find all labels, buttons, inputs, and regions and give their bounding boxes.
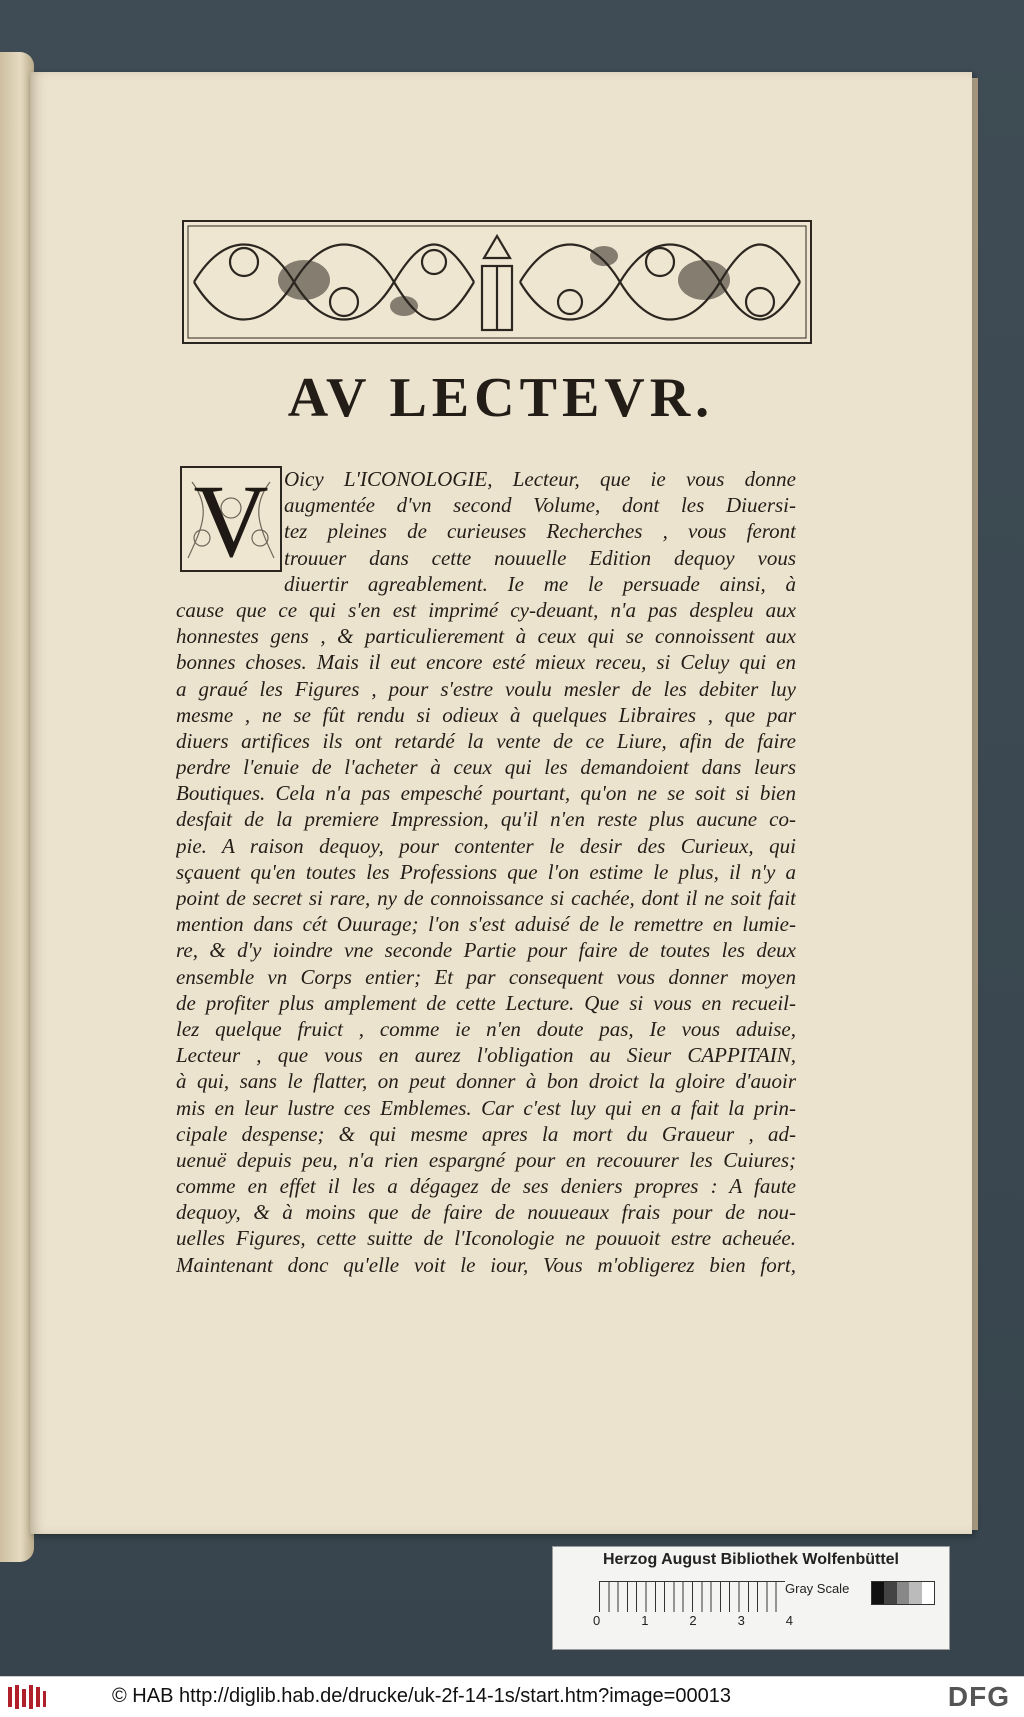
text-line: mention dans cét Ouurage; l'on s'est aduisé de le remettre en lumie- bbox=[176, 912, 796, 937]
gray-scale-swatches bbox=[871, 1581, 935, 1605]
text-line: tez pleines de curieuses Recherches , vous feront bbox=[284, 519, 796, 544]
hab-logo-icon bbox=[6, 1683, 48, 1711]
right-page-edge bbox=[972, 78, 978, 1530]
text-line: sçauent qu'en toutes les Professions que l'on estime le plus, il n'y a bbox=[176, 859, 796, 884]
text-line: lez quelque fruict , comme ie n'en doute pas, Ie vous aduise, bbox=[176, 1016, 796, 1041]
scale-ruler bbox=[599, 1581, 785, 1612]
library-name: Herzog August Bibliothek Wolfenbüttel bbox=[603, 1551, 899, 1568]
text-line: a graué les Figures , pour s'estre voulu mesler de les debiter luy bbox=[176, 676, 796, 701]
copyright-url[interactable]: © HAB http://diglib.hab.de/drucke/uk-2f-14-1s/start.htm?image=00013 bbox=[112, 1685, 731, 1707]
gray-swatch bbox=[922, 1582, 934, 1604]
text-line: ensemble vn Corps entier; Et par consequent vous donner moyen bbox=[176, 964, 796, 989]
ruler-number: 2 bbox=[689, 1613, 697, 1628]
text-line: cipale despense; & qui mesme apres la mort du Graueur , ad- bbox=[176, 1121, 796, 1146]
text-line: pie. A raison dequoy, pour contenter le desir des Curieux, qui bbox=[176, 833, 796, 858]
gray-swatch bbox=[909, 1582, 921, 1604]
text-line: uelles Figures, cette suitte de l'Iconologie ne pouuoit estre acheuée. bbox=[176, 1226, 796, 1251]
ruler-number: 3 bbox=[737, 1613, 745, 1628]
text-line: trouuer dans cette nouuelle Edition dequoy vous bbox=[284, 545, 796, 570]
text-line: de profiter plus amplement de cette Lecture. Que si vous en recueil- bbox=[176, 990, 796, 1015]
text-line: Lecteur , que vous en aurez l'obligation au Sieur CAPPITAIN, bbox=[176, 1043, 796, 1068]
gray-swatch bbox=[872, 1582, 884, 1604]
left-page-edge bbox=[0, 52, 34, 1562]
text-line: desfait de la premiere Impression, qu'il n'en reste plus aucune co- bbox=[176, 807, 796, 832]
ruler-number: 4 bbox=[785, 1613, 793, 1628]
text-line: cause que ce qui s'en est imprimé cy-deuant, n'a pas despleu aux bbox=[176, 597, 796, 622]
ruler-number: 1 bbox=[641, 1613, 649, 1628]
body-text bbox=[176, 466, 796, 1278]
text-line: honnestes gens , & particulierement à ceux qui se connoissent aux bbox=[176, 624, 796, 649]
text-line: dequoy, & à moins que de faire de nouueaux frais pour de nou- bbox=[176, 1200, 796, 1225]
text-line: augmentée d'vn second Volume, dont les Diuersi- bbox=[284, 493, 796, 518]
text-line: perdre l'enuie de l'acheter à ceux qui les demandoient dans leurs bbox=[176, 755, 796, 780]
drop-cap-letter: V bbox=[193, 464, 269, 579]
headpiece-ornament bbox=[182, 220, 812, 344]
text-line: comme en effet il les a dégagez de ses deniers propres : A faute bbox=[176, 1174, 796, 1199]
text-line: Maintenant donc qu'elle voit le iour, Vous m'obligerez bien fort, bbox=[176, 1252, 796, 1277]
gray-swatch bbox=[884, 1582, 896, 1604]
dfg-logo-icon: DFG bbox=[947, 1681, 1010, 1712]
text-line: uenuë depuis peu, n'a rien espargné pour en recouurer les Cuiures; bbox=[176, 1147, 796, 1172]
text-line: Boutiques. Cela n'a pas empesché pourtant, qu'on ne se soit si bien bbox=[176, 781, 796, 806]
footer-bar bbox=[0, 1676, 1024, 1717]
text-line: diuers artifices ils ont retardé la vente de ce Liure, afin de faire bbox=[176, 728, 796, 753]
page-title: AV LECTEVR. bbox=[287, 367, 715, 429]
text-line: à qui, sans le flatter, on peut donner à bon droict la gloire d'auoir bbox=[176, 1069, 796, 1094]
text-line: mis en leur lustre ces Emblemes. Car c'est luy qui en a fait la prin- bbox=[176, 1095, 796, 1120]
text-line: mesme , ne se fût rendu si odieux à quelques Libraires , que par bbox=[176, 702, 796, 727]
text-line: point de secret si rare, ny de connoissance si cachée, dont il ne soit fait bbox=[176, 886, 796, 910]
ornament-scroll-icon bbox=[184, 222, 810, 342]
text-line: diuertir agreablement. Ie me le persuade ainsi, à bbox=[284, 571, 796, 596]
text-line: bonnes choses. Mais il eut encore esté mieux receu, si Celuy qui en bbox=[176, 650, 796, 675]
color-calibration-bar bbox=[552, 1546, 950, 1650]
ruler-numbers bbox=[593, 1613, 793, 1628]
text-line: Oicy L'ICONOLOGIE, Lecteur, que ie vous donne bbox=[284, 467, 796, 491]
gray-scale-label: Gray Scale bbox=[785, 1581, 850, 1596]
ruler-number: 0 bbox=[593, 1613, 601, 1628]
gray-swatch bbox=[897, 1582, 909, 1604]
text-line: re, & d'y ioindre vne seconde Partie pour faire de toutes les deux bbox=[176, 938, 796, 963]
